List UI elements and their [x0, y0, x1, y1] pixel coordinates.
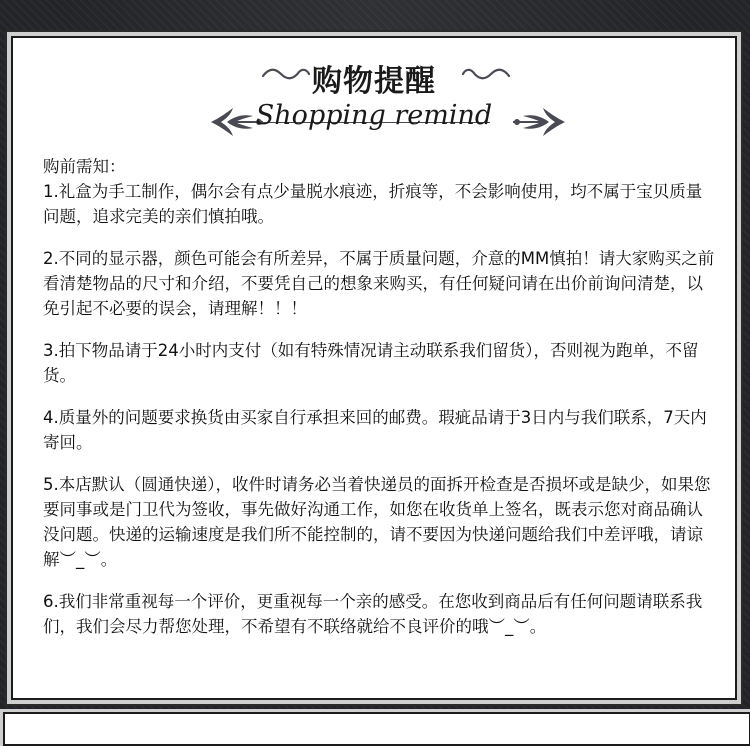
shopping-notice-card	[11, 36, 737, 700]
next-card-edge	[3, 712, 750, 746]
title-banner	[13, 52, 735, 162]
page-title: 购物提醒	[312, 64, 436, 99]
page-subtitle: Shopping remind	[255, 100, 493, 131]
notice-heading: 购前需知：	[43, 157, 126, 176]
notice-item: 5.本店默认（圆通快递），收件时请务必当着快递员的面拆开检查是否损坏或是缺少，如果您要同事或是门卫代为签收，事先做好沟通工作，如您在收货单上签名，既表示您对商品确认没问题。快递的运输速度是我们所不能控制的，请不要因为快递问题给我们中差评哦，请谅解︶_︶。	[43, 475, 711, 569]
notice-item: 6.我们非常重视每一个评价，更重视每一个亲的感受。在您收到商品后有任何问题请联系我们，我们会尽力帮您处理，不希望有不联络就给不良评价的哦︶_︶。	[43, 592, 703, 636]
notice-item: 1.礼盒为手工制作，偶尔会有点少量脱水痕迹，折痕等，不会影响使用，均不属于宝贝质量问题，追求完美的亲们慎拍哦。	[43, 182, 703, 226]
notice-item: 4.质量外的问题要求换货由买家自行承担来回的邮费。瑕疵品请于3日内与我们联系，7天内寄回。	[43, 408, 707, 452]
notice-item: 2.不同的显示器，颜色可能会有所差异，不属于质量问题，介意的MM慎拍！请大家购买之前看清楚物品的尺寸和介绍，不要凭自己的想象来购买，有任何疑问请在出价前询问清楚，以免引起不必要的误会，请理解！！！	[43, 249, 715, 318]
notice-item: 3.拍下物品请于24小时内支付（如有特殊情况请主动联系我们留货），否则视为跑单，不留货。	[43, 341, 699, 385]
notice-content	[43, 154, 715, 656]
